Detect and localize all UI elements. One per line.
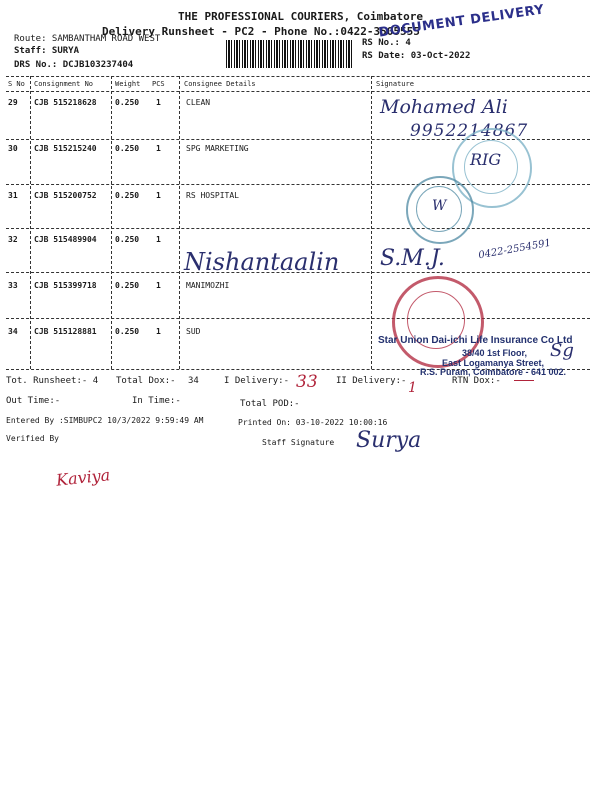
row-sno: 34 [8, 327, 18, 336]
staff-signature-label: Staff Signature [262, 438, 335, 447]
seal-initials-icon: RIG [470, 150, 502, 169]
row-weight: 0.250 [115, 235, 140, 244]
row-weight: 0.250 [115, 281, 140, 290]
col-divider [111, 76, 112, 369]
company-stamp-line1: 38/40 1st Floor, [462, 348, 528, 358]
rtn-dox-dash [514, 380, 534, 381]
drs-number: DRS No.: DCJB103237404 [14, 60, 134, 70]
handwritten-phone-32: 0422-2554591 [477, 237, 552, 262]
entered-by: Entered By :SIMBUPC2 10/3/2022 9:59:49 AM [6, 416, 204, 425]
tot-runsheet: Tot. Runsheet:- 4 [6, 376, 99, 386]
document-delivery-stamp: DOCUMENT DELIVERY [377, 2, 546, 41]
row-rule [6, 318, 590, 319]
row-consignment: CJB 515399718 [34, 281, 97, 290]
row-pcs: 1 [156, 235, 161, 244]
company-stamp-name: Star Union Dai-ichi Life Insurance Co Ltd [378, 335, 573, 346]
handwritten-consignee-32: Nishantaalin [184, 248, 340, 276]
rtn-dox-label: RTN Dox:- [452, 376, 501, 386]
table-top-rule [6, 76, 590, 77]
row-consignment: CJB 515489904 [34, 235, 97, 244]
row-sno: 32 [8, 235, 18, 244]
row-sno: 31 [8, 191, 18, 200]
verified-by: Verified By [6, 434, 59, 443]
staff-signature: Surya [356, 428, 422, 453]
staff: Staff: SURYA [14, 46, 80, 56]
col-header-signature: Signature [376, 80, 414, 88]
row-consignee: SUD [186, 327, 201, 336]
row-sno: 33 [8, 281, 18, 290]
company-stamp-line3: R.S. Puram, Coimbatore - 641 002. [420, 367, 567, 377]
runsheet-subtitle: Delivery Runsheet - PC2 - Phone No.:0422-3505555 [102, 25, 420, 38]
row-weight: 0.250 [115, 191, 140, 200]
company-title: THE PROFESSIONAL COURIERS, Coimbatore [178, 10, 424, 23]
handwritten-signature-29: Mohamed Ali [380, 96, 508, 118]
col-header-consignee: Consignee Details [184, 80, 256, 88]
total-pod: Total POD:- [240, 399, 300, 409]
col-divider [30, 76, 31, 369]
row-consignment: CJB 515200752 [34, 191, 97, 200]
row-pcs: 1 [156, 144, 161, 153]
row-consignee: CLEAN [186, 98, 211, 107]
col-divider [371, 76, 372, 369]
printed-on: Printed On: 03-10-2022 10:00:16 [238, 418, 388, 427]
row-consignment: CJB 515218628 [34, 98, 97, 107]
row-pcs: 1 [156, 281, 161, 290]
ii-delivery-label: II Delivery:- [336, 376, 407, 386]
total-dox-value: 34 [188, 376, 199, 386]
verifier-signature: Kaviya [55, 465, 112, 490]
col-divider [179, 76, 180, 369]
row-pcs: 1 [156, 98, 161, 107]
rs-date: RS Date: 03-Oct-2022 [362, 51, 471, 61]
col-header-consignment: Consignment No [34, 80, 94, 88]
row-sno: 30 [8, 144, 18, 153]
row-consignee: MANIMOZHI [186, 281, 230, 290]
total-dox-label: Total Dox:- [116, 376, 176, 386]
route: Route: SAMBANTHAM ROAD WEST [14, 34, 161, 44]
in-time: In Time:- [132, 396, 181, 406]
row-weight: 0.250 [115, 144, 140, 153]
row-weight: 0.250 [115, 327, 140, 336]
row-weight: 0.250 [115, 98, 140, 107]
row-consignee: RS HOSPITAL [186, 191, 239, 200]
row-pcs: 1 [156, 327, 161, 336]
handwritten-phone-29: 9952214867 [410, 121, 529, 141]
company-stamp-line2: East Logamanya Street, [442, 358, 545, 368]
row-rule [6, 228, 590, 229]
col-header-pcs: PCS [152, 80, 165, 88]
company-signature-icon: Sg [550, 340, 574, 361]
rs-number: RS No.: 4 [362, 38, 411, 48]
out-time: Out Time:- [6, 396, 61, 406]
row-consignee: SPG MARKETING [186, 144, 249, 153]
row-sno: 29 [8, 98, 18, 107]
ii-delivery-value: 1 [408, 380, 417, 396]
table-header-rule [6, 91, 590, 92]
handwritten-signature-32-icon: S.M.J. [380, 246, 445, 271]
seal-initial-icon: W [432, 198, 447, 214]
col-header-sno: S No [8, 80, 25, 88]
i-delivery-label: I Delivery:- [224, 376, 290, 386]
row-consignment: CJB 515215240 [34, 144, 97, 153]
barcode [226, 40, 354, 68]
i-delivery-value: 33 [296, 372, 318, 392]
col-header-weight: Weight [115, 80, 141, 88]
row-consignment: CJB 515128881 [34, 327, 97, 336]
row-pcs: 1 [156, 191, 161, 200]
